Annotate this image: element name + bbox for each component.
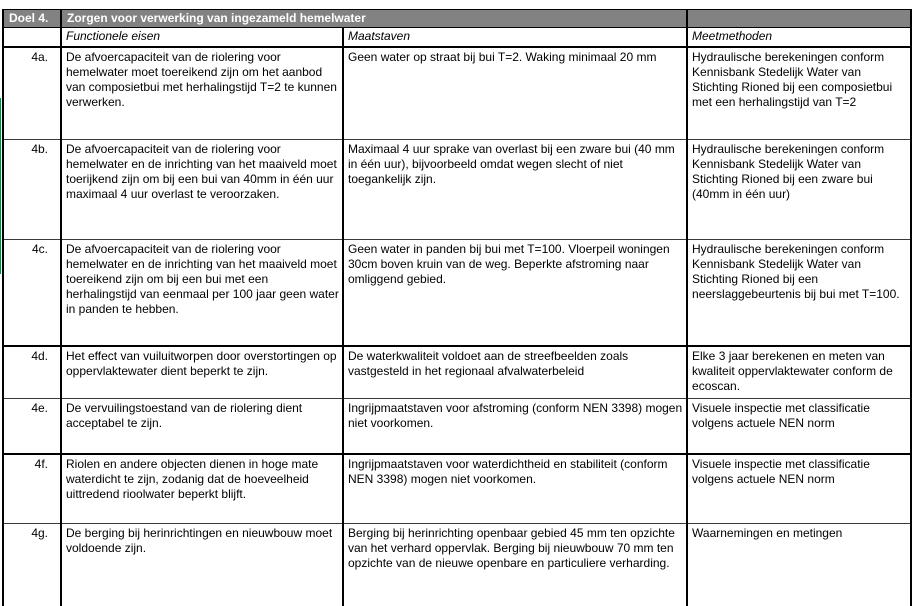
row-id-cell: 4g. xyxy=(3,523,61,606)
meetmethode-cell: Visuele inspectie met classificatie volgens actuele NEN norm xyxy=(687,454,911,523)
column-header-functionele-eisen: Functionele eisen xyxy=(61,28,343,48)
doel-title: Zorgen voor verwerking van ingezameld hemelwater xyxy=(61,10,687,28)
maatstaf-cell: De waterkwaliteit voldoet aan de streefbeelden zoals vastgesteld in het regionaal afvalwaterbeleid xyxy=(343,346,687,398)
table-row-4b xyxy=(3,139,911,239)
row-id-cell: 4a. xyxy=(3,47,61,139)
meetmethode-cell: Visuele inspectie met classificatie volgens actuele NEN norm xyxy=(687,398,911,454)
scan-artifact-green-line xyxy=(0,98,1,274)
column-header-row xyxy=(3,28,911,48)
functionele-eis-cell: De afvoercapaciteit van de riolering voor hemelwater moet toereikend zijn om het aanbod van composietbui met herhalingstijd T=2 te kunnen verwerken. xyxy=(61,47,343,139)
meetmethode-cell: Waarnemingen en metingen xyxy=(687,523,911,606)
doel-header-row xyxy=(3,10,911,28)
doel-4-table xyxy=(2,9,912,606)
maatstaf-cell: Berging bij herinrichting openbaar gebied 45 mm ten opzichte van het verhard oppervlak. Berging bij nieuwbouw 70 mm ten opzichte van de nieuwe openbare en particuliere verharding. xyxy=(343,523,687,606)
column-header-empty-cell xyxy=(3,28,61,48)
maatstaf-cell: Ingrijpmaatstaven voor afstroming (conform NEN 3398) mogen niet voorkomen. xyxy=(343,398,687,454)
table-row-4a xyxy=(3,47,911,139)
meetmethode-cell: Hydraulische berekeningen conform Kennisbank Stedelijk Water van Stichting Rioned bij een zware bui (40mm in één uur) xyxy=(687,139,911,239)
table-row-4g xyxy=(3,523,911,606)
table-row-4d xyxy=(3,346,911,398)
row-id-cell: 4c. xyxy=(3,239,61,346)
functionele-eis-cell: Riolen en andere objecten dienen in hoge mate waterdicht te zijn, zodanig dat de hoeveelheid uittredend rioolwater beperkt blijft. xyxy=(61,454,343,523)
meetmethode-cell: Hydraulische berekeningen conform Kennisbank Stedelijk Water van Stichting Rioned bij een neerslaggebeurtenis bij bui met T=100. xyxy=(687,239,911,346)
functionele-eis-cell: De vervuilingstoestand van de riolering dient acceptabel te zijn. xyxy=(61,398,343,454)
doel-header-empty-cell xyxy=(687,10,911,28)
doel-number: Doel 4. xyxy=(3,10,61,28)
table-row-4f xyxy=(3,454,911,523)
column-header-meetmethoden: Meetmethoden xyxy=(687,28,911,48)
maatstaf-cell: Geen water in panden bij bui met T=100. Vloerpeil woningen 30cm boven kruin van de weg. Beperkte afstroming naar omliggend gebied. xyxy=(343,239,687,346)
row-id-cell: 4e. xyxy=(3,398,61,454)
maatstaf-cell: Ingrijpmaatstaven voor waterdichtheid en stabiliteit (conform NEN 3398) mogen niet voorkomen. xyxy=(343,454,687,523)
functionele-eis-cell: Het effect van vuiluitworpen door overstortingen op oppervlaktewater dient beperkt te zijn. xyxy=(61,346,343,398)
functionele-eis-cell: De berging bij herinrichtingen en nieuwbouw moet voldoende zijn. xyxy=(61,523,343,606)
functionele-eis-cell: De afvoercapaciteit van de riolering voor hemelwater en de inrichting van het maaiveld moet toerijkend zijn om bij een bui van 40mm in één uur maximaal 4 uur overlast te veroorzaken. xyxy=(61,139,343,239)
column-header-maatstaven: Maatstaven xyxy=(343,28,687,48)
maatstaf-cell: Geen water op straat bij bui T=2. Waking minimaal 20 mm xyxy=(343,47,687,139)
meetmethode-cell: Hydraulische berekeningen conform Kennisbank Stedelijk Water van Stichting Rioned bij een composietbui met een herhalingstijd van T=2 xyxy=(687,47,911,139)
maatstaf-cell: Maximaal 4 uur sprake van overlast bij een zware bui (40 mm in één uur), bijvoorbeeld omdat wegen slecht of niet toegankelijk zijn. xyxy=(343,139,687,239)
row-id-cell: 4b. xyxy=(3,139,61,239)
functionele-eis-cell: De afvoercapaciteit van de riolering voor hemelwater en de inrichting van het maaiveld moet toereikend zijn om bij een bui met een herhalingstijd van eenmaal per 100 jaar geen water in panden te hebben. xyxy=(61,239,343,346)
row-id-cell: 4d. xyxy=(3,346,61,398)
table-row-4e xyxy=(3,398,911,454)
table-row-4c xyxy=(3,239,911,346)
row-id-cell: 4f. xyxy=(3,454,61,523)
meetmethode-cell: Elke 3 jaar berekenen en meten van kwaliteit oppervlaktewater conform de ecoscan. xyxy=(687,346,911,398)
